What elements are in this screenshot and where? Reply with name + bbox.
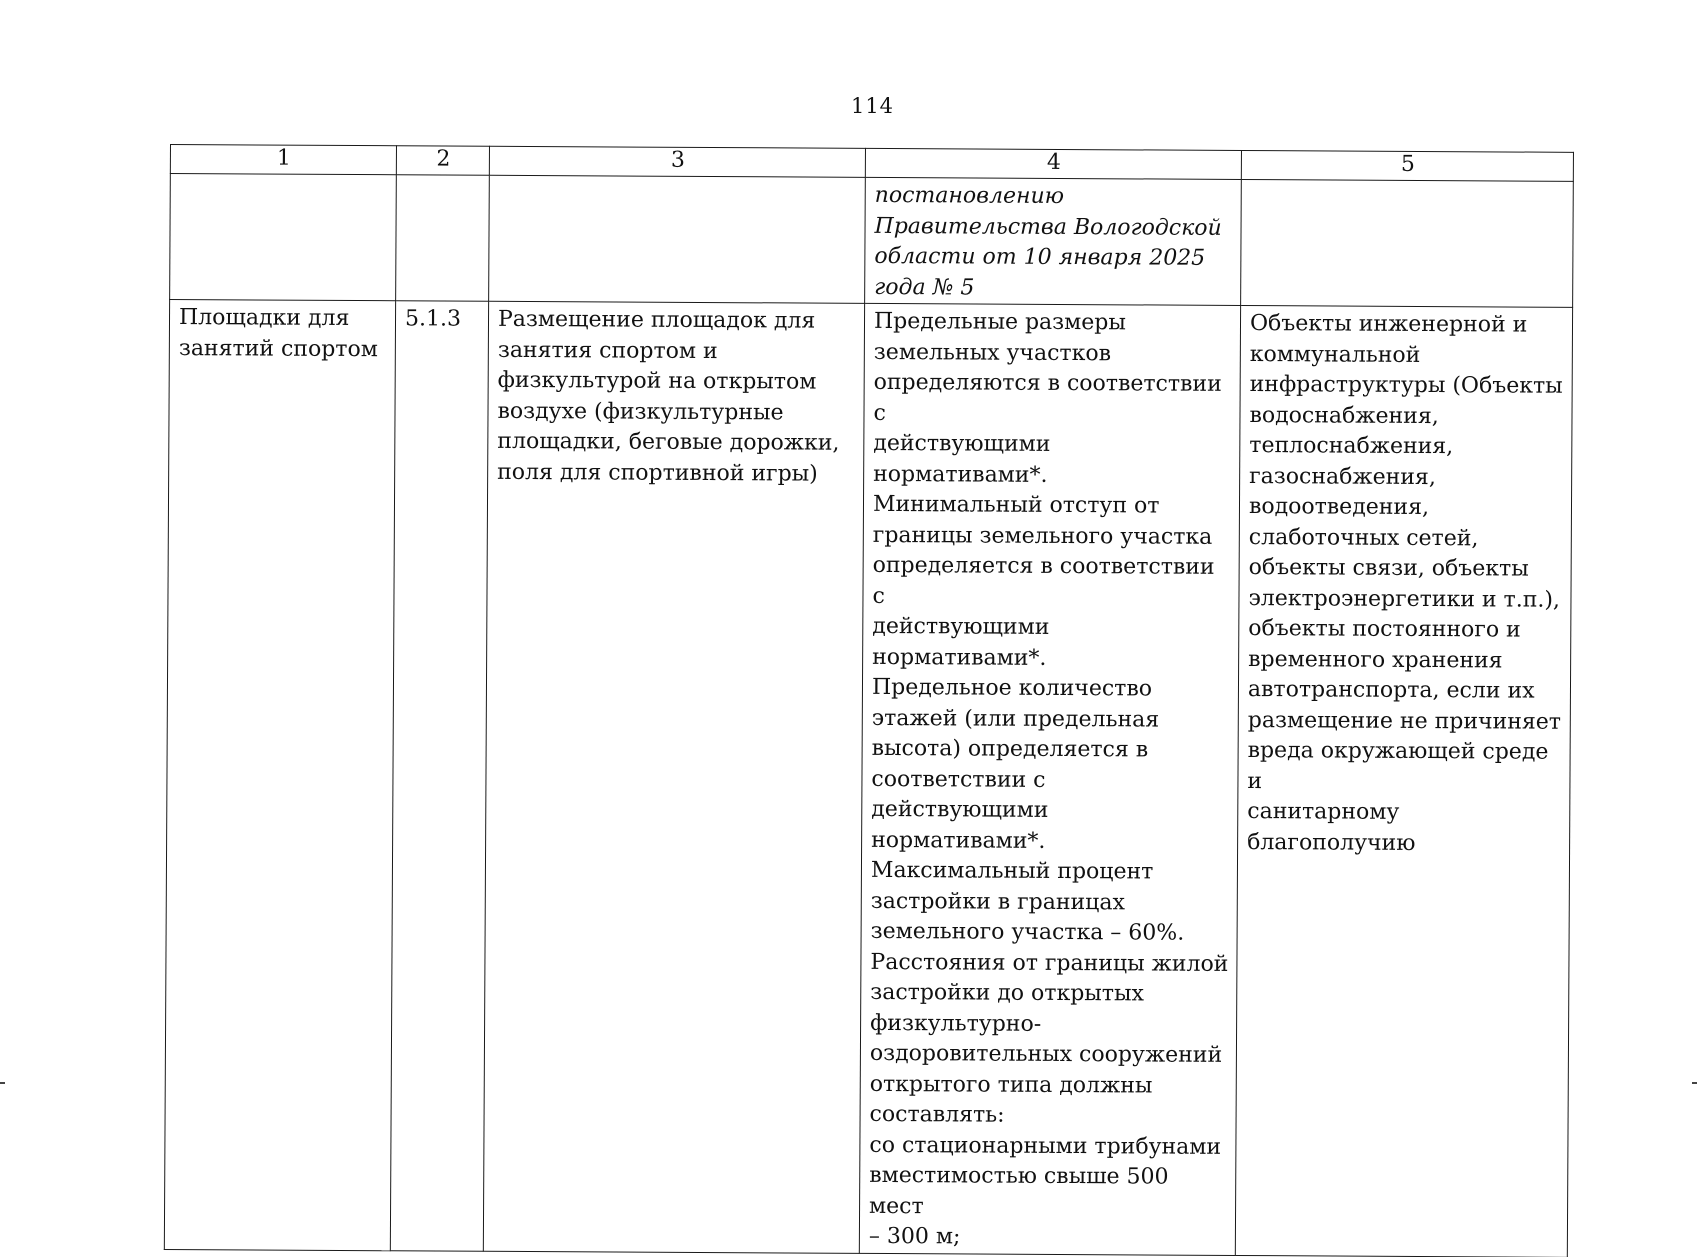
cell-auxiliary-uses (1235, 305, 1572, 1256)
cell-code (396, 175, 490, 302)
cell-text: постановлению Правительства Вологодской области от 10 января 2025 года № 5 (874, 181, 1233, 305)
cell-auxiliary-uses (1241, 179, 1574, 307)
cell-text: Объекты инженерной и коммунальной инфраструктуры (Объекты водоснабжения, теплоснабжения, газоснабжения, водоотведения, слаботочных сетей, объекты связи, объекты электроэнергетики и т.п.), объекты постоянного и временного хранения автотранспорта, если их размещение не причиняет вреда окружающей среде и санитарному благополучию (1247, 309, 1564, 860)
cell-description (489, 175, 866, 303)
cell-text (1251, 183, 1565, 185)
column-header-5: 5 (1241, 150, 1573, 181)
column-header-3: 3 (489, 146, 865, 177)
cell-text: Предельные размеры земельных участков определяются в соответствии с действующими нормативами*. Минимальный отступ от границы земельного участка определяется в соответствии с действующими нормативами*. Предельное количество этажей (или предельная высота) определяется в соответствии с действующими нормативами*. Максимальный процент застройки в границах земельного участка – 60%. Расстояния от границы жилой застройки до открытых физкультурно- оздоровительных сооружений открытого типа должны составлять: со стационарными трибунами вместимостью свыше 500 мест – 300 м; (869, 307, 1232, 1254)
land-use-table (164, 144, 1574, 1257)
cell-text (499, 179, 857, 181)
column-header-2: 2 (396, 146, 489, 176)
cell-text: 5.1.3 (405, 304, 480, 335)
cell-name (170, 174, 397, 301)
cell-text: Размещение площадок для занятия спортом и физкультурой на открытом воздухе (физкультурные площадки, беговые дорожки, поля для спортивной игры) (497, 305, 856, 490)
cell-text: Площадки для занятий спортом (179, 303, 387, 365)
cell-parameters (859, 303, 1240, 1255)
cell-parameters (865, 177, 1242, 305)
page-number: 114 (0, 94, 1697, 118)
cell-name (164, 300, 395, 1251)
scan-edge-mark (0, 1082, 5, 1084)
cell-description (483, 301, 864, 1253)
column-header-4: 4 (865, 148, 1241, 179)
column-header-1: 1 (170, 145, 396, 175)
cell-text (180, 177, 388, 178)
scan-edge-mark (1692, 1082, 1697, 1084)
cell-code (390, 301, 488, 1251)
table-row (170, 174, 1574, 308)
table-row (164, 300, 1572, 1257)
